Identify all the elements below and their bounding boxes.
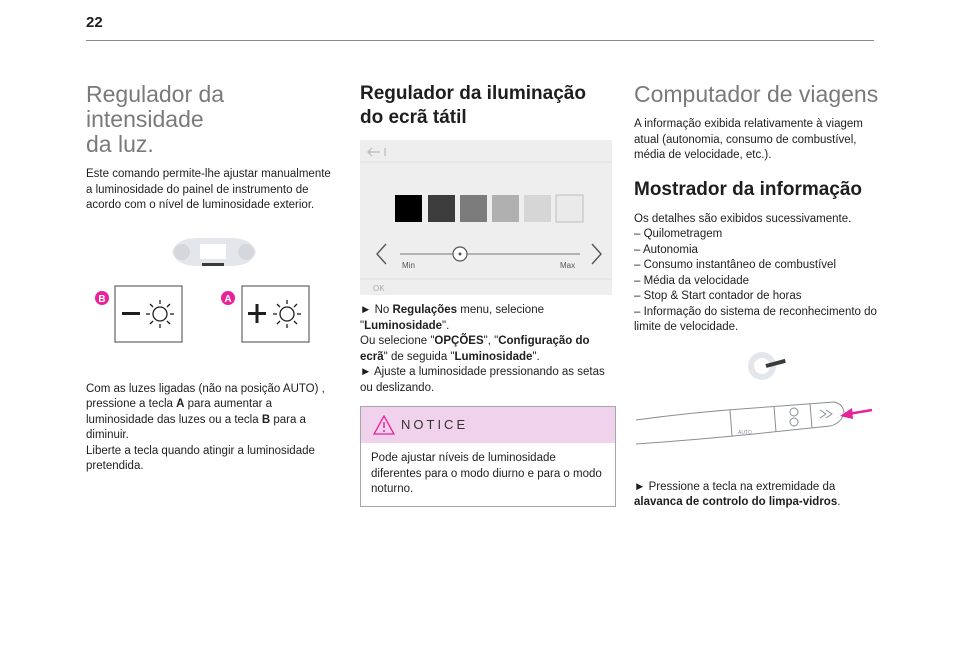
label-b: B — [98, 293, 106, 305]
label-a: A — [224, 293, 232, 305]
dimmer-instructions: Com as luzes ligadas (não na posição AUTO) , pressione a tecla A para aumentar a luminosidade das luzes ou a tecla B para a diminuir. Liberte a tecla quando atingir a luminosidade pretendida. — [86, 382, 325, 472]
wiper-stalk-illustration — [634, 350, 886, 470]
notice-box — [360, 406, 616, 507]
column-touchscreen-brightness — [360, 82, 612, 507]
dimmer-title: Regulador da intensidade da luz. — [86, 81, 225, 157]
info-list-item: – Quilometragem — [634, 228, 723, 240]
info-display-title: Mostrador da informação — [634, 178, 863, 200]
info-list-intro: Os detalhes são exibidos sucessivamente. — [634, 212, 852, 225]
header-rule — [86, 40, 874, 41]
column-trip-computer — [634, 82, 886, 511]
arrow-left-icon — [368, 148, 385, 156]
info-list-item: – Consumo instantâneo de combustível — [634, 259, 837, 271]
touchscreen-title: Regulador da iluminação do ecrã tátil — [360, 83, 586, 128]
steering-wheel-icon — [748, 352, 786, 380]
arrow-increase-icon — [592, 244, 601, 264]
instrument-panel-icon — [86, 226, 338, 366]
trip-computer-title: Computador de viagens — [634, 81, 879, 107]
brightness-screen — [360, 140, 612, 295]
info-list-item: – Stop & Start contador de horas — [634, 290, 802, 302]
page-number: 22 — [86, 14, 103, 31]
press-arrow-icon — [840, 408, 872, 419]
arrow-decrease-icon — [377, 244, 386, 264]
touchscreen-step-1: ► No Regulações menu, selecione "Luminosidade". Ou selecione "OPÇÕES", "Configuração do ecrã" de seguida "Luminosidade". ► Ajuste a luminosidade pressionando as setas ou deslizando. — [360, 304, 605, 394]
column-light-dimmer — [86, 82, 338, 475]
trip-computer-intro: A informação exibida relativamente à viagem atual (autonomia, consumo de combustível, média de velocidade, etc.). — [634, 118, 863, 161]
warning-icon — [373, 415, 395, 435]
wiper-instruction: ► Pressione a tecla na extremidade da alavanca de controlo do limpa-vidros. — [634, 480, 841, 508]
stalk-auto-label: AUTO — [738, 429, 752, 436]
svg-text:Max: Max — [560, 261, 576, 270]
svg-text:OK: OK — [373, 284, 385, 293]
dimmer-illustration — [86, 226, 338, 366]
dimmer-intro: Este comando permite-lhe ajustar manualmente a luminosidade do painel de instrumento de acordo com o nível de luminosidade exterior. — [86, 168, 331, 211]
notice-text: Pode ajustar níveis de luminosidade diferentes para o modo diurno e para o modo noturno. — [371, 452, 602, 495]
notice-title: NOTICE — [401, 417, 469, 432]
info-list-item: – Média da velocidade — [634, 274, 750, 287]
info-list-item: – Informação do sistema de reconhecimento do limite de velocidade. — [634, 305, 877, 333]
notice-header — [361, 407, 615, 443]
info-list-item: – Autonomia — [634, 243, 698, 256]
svg-text:Min: Min — [402, 261, 415, 270]
wiper-stalk-icon — [636, 402, 844, 444]
